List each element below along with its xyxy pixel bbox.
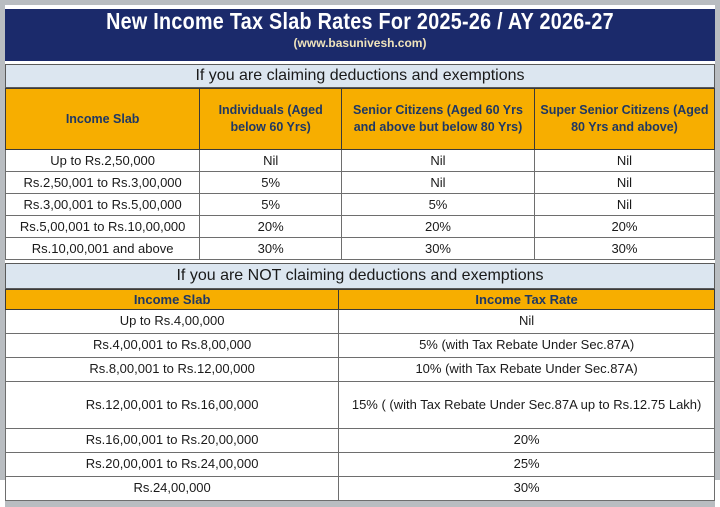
table-cell: Up to Rs.4,00,000 bbox=[6, 310, 339, 334]
table-cell: Nil bbox=[200, 150, 342, 172]
table-row bbox=[6, 172, 715, 194]
column-header-senior-citizens: Senior Citizens (Aged 60 Yrs and above but below 80 Yrs) bbox=[342, 89, 535, 150]
column-header-super-senior-citizens: Super Senior Citizens (Aged 80 Yrs and above) bbox=[534, 89, 714, 150]
table-cell: Nil bbox=[534, 194, 714, 216]
table-row bbox=[6, 150, 715, 172]
new-regime-table bbox=[5, 289, 715, 501]
old-regime-table bbox=[5, 88, 715, 260]
table-cell: Nil bbox=[342, 150, 535, 172]
table-cell: Rs.5,00,001 to Rs.10,00,000 bbox=[6, 216, 200, 238]
table-header-row bbox=[6, 290, 715, 310]
table-cell: 30% bbox=[339, 477, 715, 501]
page-title: New Income Tax Slab Rates For 2025-26 / AY 2026-27 bbox=[106, 9, 614, 35]
table-row bbox=[6, 477, 715, 501]
column-header-income-tax-rate: Income Tax Rate bbox=[339, 290, 715, 310]
table-cell: 5% bbox=[342, 194, 535, 216]
table-cell: Rs.2,50,001 to Rs.3,00,000 bbox=[6, 172, 200, 194]
table-cell: 5% bbox=[200, 194, 342, 216]
table-cell: 20% bbox=[339, 429, 715, 453]
table-cell: 20% bbox=[342, 216, 535, 238]
divider bbox=[5, 501, 715, 507]
section-heading-new-regime: If you are NOT claiming deductions and exemptions bbox=[5, 263, 715, 289]
table-cell: 30% bbox=[534, 238, 714, 260]
table-cell: Rs.24,00,000 bbox=[6, 477, 339, 501]
title-bar bbox=[5, 9, 715, 61]
table-row bbox=[6, 429, 715, 453]
table-row bbox=[6, 216, 715, 238]
table-cell: 10% (with Tax Rebate Under Sec.87A) bbox=[339, 358, 715, 382]
table-cell: Rs.16,00,001 to Rs.20,00,000 bbox=[6, 429, 339, 453]
table-cell: Rs.4,00,001 to Rs.8,00,000 bbox=[6, 334, 339, 358]
table-cell: 20% bbox=[534, 216, 714, 238]
table-cell: 30% bbox=[200, 238, 342, 260]
table-header-row bbox=[6, 89, 715, 150]
old-regime-table-body bbox=[6, 150, 715, 260]
site-url: (www.basunivesh.com) bbox=[293, 36, 427, 50]
table-row bbox=[6, 382, 715, 429]
table-cell: Nil bbox=[534, 172, 714, 194]
section-heading-old-regime: If you are claiming deductions and exemptions bbox=[5, 64, 715, 88]
table-row bbox=[6, 194, 715, 216]
table-cell: 5% (with Tax Rebate Under Sec.87A) bbox=[339, 334, 715, 358]
table-cell: 15% ( (with Tax Rebate Under Sec.87A up to Rs.12.75 Lakh) bbox=[339, 382, 715, 429]
new-regime-table-body bbox=[6, 310, 715, 501]
column-header-individuals: Individuals (Aged below 60 Yrs) bbox=[200, 89, 342, 150]
table-cell: Rs.20,00,001 to Rs.24,00,000 bbox=[6, 453, 339, 477]
column-header-income-slab: Income Slab bbox=[6, 290, 339, 310]
table-cell: 30% bbox=[342, 238, 535, 260]
table-row bbox=[6, 358, 715, 382]
table-cell: 20% bbox=[200, 216, 342, 238]
table-cell: 5% bbox=[200, 172, 342, 194]
table-cell: Rs.3,00,001 to Rs.5,00,000 bbox=[6, 194, 200, 216]
table-cell: Up to Rs.2,50,000 bbox=[6, 150, 200, 172]
table-cell: Nil bbox=[534, 150, 714, 172]
table-row bbox=[6, 453, 715, 477]
table-cell: 25% bbox=[339, 453, 715, 477]
table-row bbox=[6, 334, 715, 358]
table-cell: Nil bbox=[339, 310, 715, 334]
column-header-income-slab: Income Slab bbox=[6, 89, 200, 150]
table-cell: Rs.8,00,001 to Rs.12,00,000 bbox=[6, 358, 339, 382]
table-cell: Rs.10,00,001 and above bbox=[6, 238, 200, 260]
table-cell: Nil bbox=[342, 172, 535, 194]
table-row bbox=[6, 238, 715, 260]
table-cell: Rs.12,00,001 to Rs.16,00,000 bbox=[6, 382, 339, 429]
table-row bbox=[6, 310, 715, 334]
